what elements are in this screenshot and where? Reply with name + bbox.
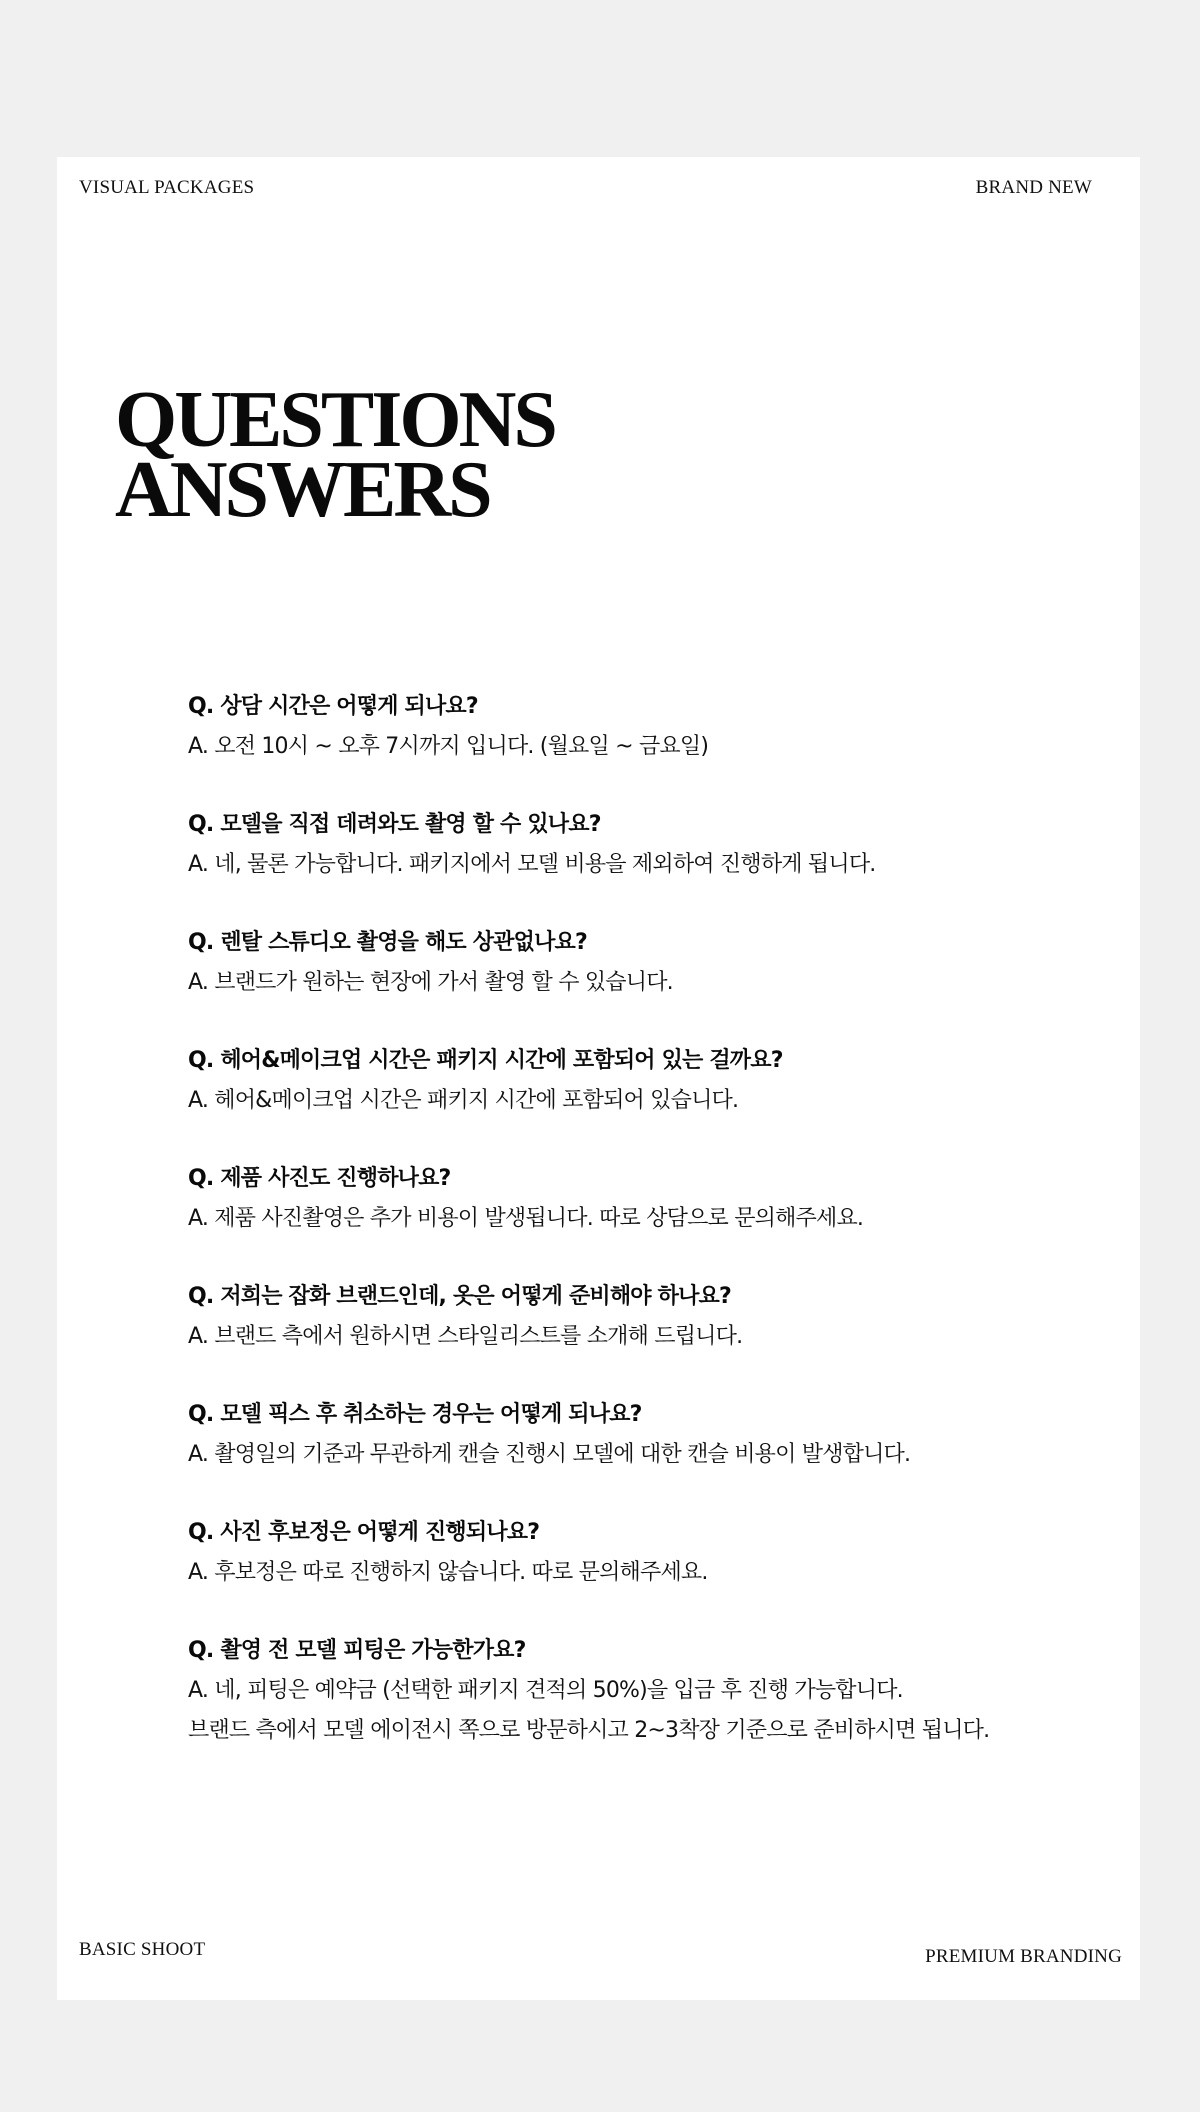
faq-answer: A. 후보정은 따로 진행하지 않습니다. 따로 문의해주세요. [188, 1560, 708, 1585]
faq-question: Q. 모델을 직접 데려와도 촬영 할 수 있나요? [188, 812, 601, 837]
faq-answer: A. 브랜드 측에서 원하시면 스타일리스트를 소개해 드립니다. [188, 1324, 743, 1349]
faq-question: Q. 제품 사진도 진행하나요? [188, 1166, 451, 1191]
faq-list [188, 687, 1108, 1749]
faq-question: Q. 모델 픽스 후 취소하는 경우는 어떻게 되나요? [188, 1402, 642, 1427]
header-right-label: BRAND NEW [975, 177, 1092, 198]
faq-answer: A. 네, 물론 가능합니다. 패키지에서 모델 비용을 제외하여 진행하게 됩니다. [188, 852, 876, 877]
footer-left-label: BASIC SHOOT [79, 1939, 206, 1960]
footer-right-label: PREMIUM BRANDING [925, 1946, 1122, 1967]
faq-item [188, 1395, 1108, 1513]
faq-item [188, 1277, 1108, 1395]
faq-question: Q. 촬영 전 모델 피팅은 가능한가요? [188, 1638, 526, 1663]
faq-item [188, 687, 1108, 805]
title-line-1: QUESTIONS [115, 376, 555, 464]
faq-answer: A. 제품 사진촬영은 추가 비용이 발생됩니다. 따로 상담으로 문의해주세요. [188, 1206, 864, 1231]
header-left-label: VISUAL PACKAGES [79, 177, 255, 198]
faq-item [188, 923, 1108, 1041]
faq-answer: A. 오전 10시 ~ 오후 7시까지 입니다. (월요일 ~ 금요일) [188, 734, 709, 759]
faq-answer-continued: 브랜드 측에서 모델 에이전시 쪽으로 방문하시고 2~3착장 기준으로 준비하시면 됩니다. [188, 1718, 990, 1743]
faq-answer: A. 촬영일의 기준과 무관하게 캔슬 진행시 모델에 대한 캔슬 비용이 발생합니다. [188, 1442, 911, 1467]
faq-question: Q. 사진 후보정은 어떻게 진행되나요? [188, 1520, 540, 1545]
title-line-2: ANSWERS [115, 446, 490, 534]
faq-item [188, 1631, 1108, 1749]
faq-item [188, 805, 1108, 923]
faq-answer: A. 헤어&메이크업 시간은 패키지 시간에 포함되어 있습니다. [188, 1088, 739, 1113]
faq-item [188, 1159, 1108, 1277]
faq-question: Q. 렌탈 스튜디오 촬영을 해도 상관없나요? [188, 930, 587, 955]
faq-item [188, 1513, 1108, 1631]
faq-question: Q. 저희는 잡화 브랜드인데, 옷은 어떻게 준비해야 하나요? [188, 1284, 731, 1309]
page-title [115, 376, 555, 534]
faq-answer: A. 브랜드가 원하는 현장에 가서 촬영 할 수 있습니다. [188, 970, 673, 995]
faq-answer: A. 네, 피팅은 예약금 (선택한 패키지 견적의 50%)을 입금 후 진행 가능합니다. [188, 1678, 903, 1703]
faq-question: Q. 헤어&메이크업 시간은 패키지 시간에 포함되어 있는 걸까요? [188, 1048, 783, 1073]
content-card [57, 157, 1140, 2000]
faq-question: Q. 상담 시간은 어떻게 되나요? [188, 694, 478, 719]
faq-item [188, 1041, 1108, 1159]
